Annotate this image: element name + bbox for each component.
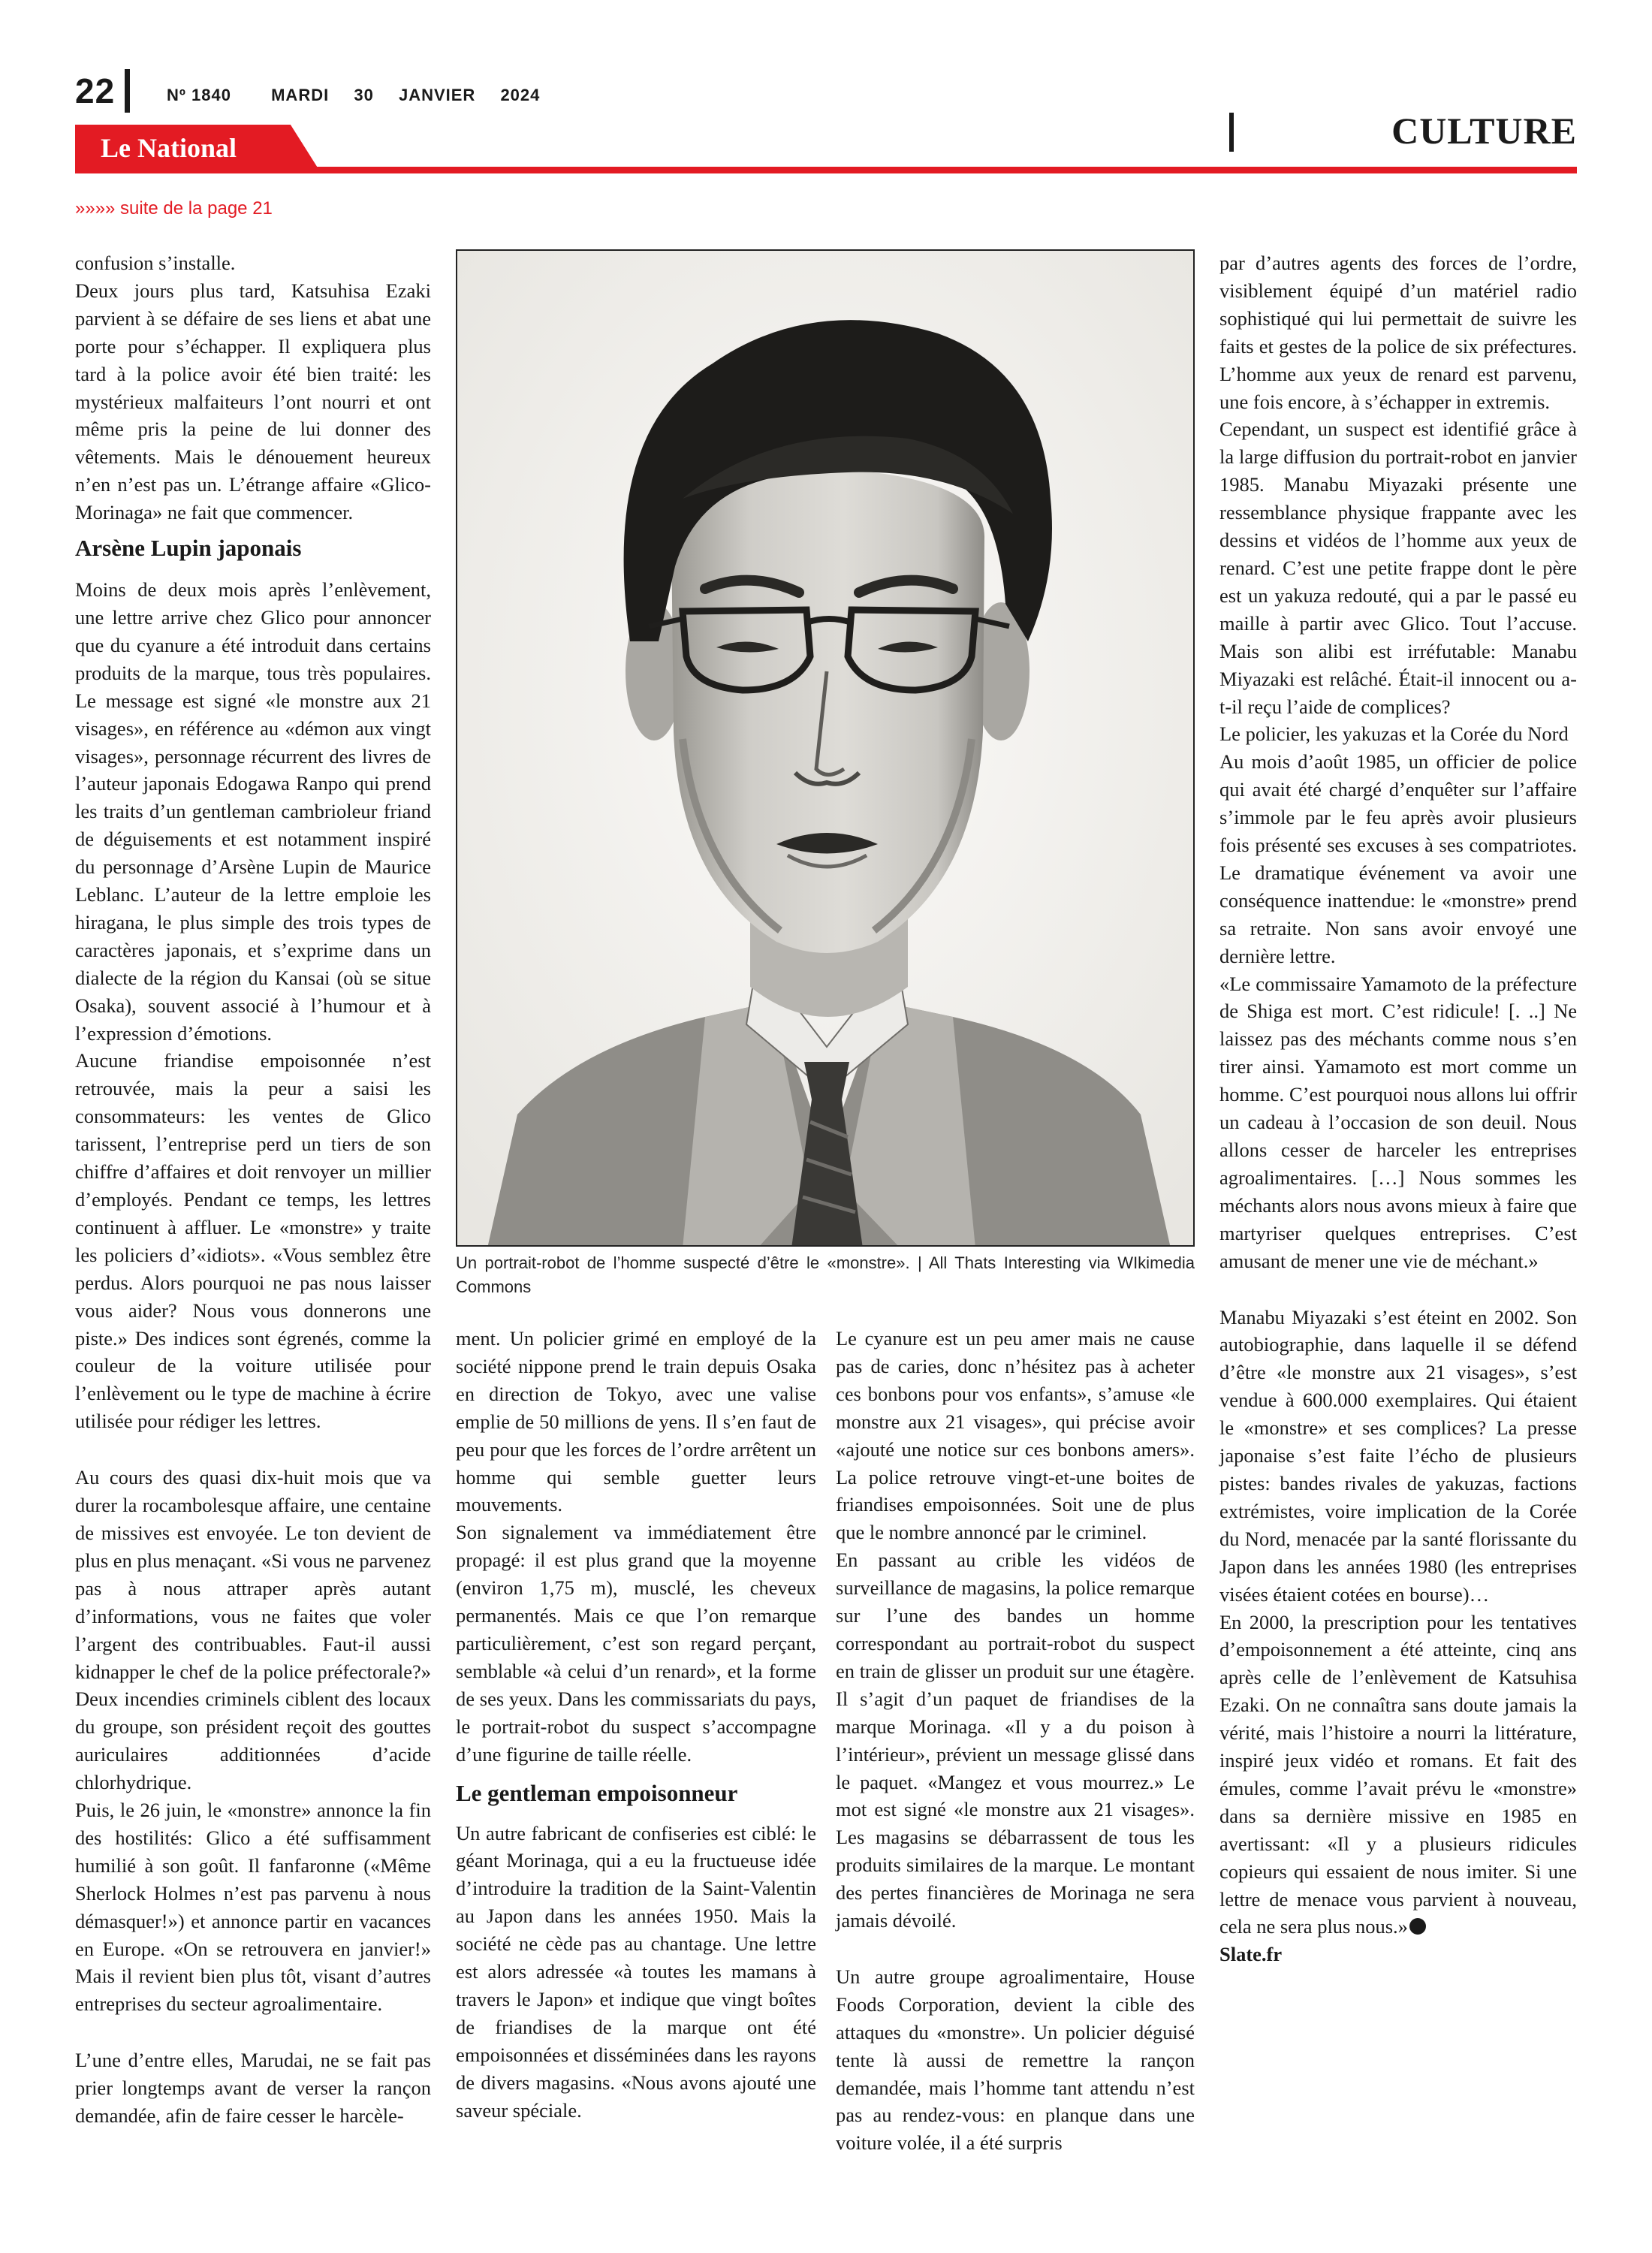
paragraph: Le cyanure est un peu amer mais ne cause pas de caries, donc n’hésitez pas à acheter ces bonbons pour vos enfants», s’amuse «le monstre aux 21 visages», qui précise avoir «ajouté une notice sur ces bonbons amers». La police retrouve vingt-et-une boites de friandises empoisonnées. Soit une de plus que le nombre annoncé par le criminel. (836, 1327, 1195, 1544)
paragraph: Puis, le 26 juin, le «monstre» annonce la fin des hostilités: Glico a été suffisamment humilié à son goût. Il fanfaronne («Même Sherlock Holmes n’est pas parvenu à nous démasquer!») et annonce partir en vacances en Europe. «On se retrouvera en janvier!» Mais il revient bien plus tôt, visant d’autres entreprises du secteur agroalimentaire. (75, 1799, 431, 2016)
paragraph: ment. Un policier grimé en employé de la société nippone prend le train depuis Osaka en direction de Tokyo, avec une valise emplie de 50 millions de yens. Il s’en faut de peu pour que les forces de l’ordre arrêtent un homme qui semble guetter leurs mouvements. (456, 1327, 816, 1516)
paragraph-text: En 2000, la prescription pour les tentatives d’empoisonnement a été atteinte, cinq ans après celle de l’enlèvement de Katsuhisa Ezaki. On ne connaîtra sans doute jamais la vérité, mais l’histoire a nourri la littérature, inspiré jeux vidéo et romans. Et fait des émules, comme l’avait prévu le «monstre» dans sa dernière missive en 1985 en avertissant: «Il y a plusieurs ridicules copieurs qui essaient de nous imiter. Si une lettre de menace vous parvient à nouveau, cela ne sera plus nous.» (1219, 1610, 1577, 1938)
article-column-2 (456, 1325, 816, 2124)
article-column-4 (1219, 249, 1577, 1968)
header-red-rule (75, 167, 1577, 173)
paragraph: Un autre fabricant de confiseries est ciblé: le géant Morinaga, qui a eu la fructueuse idée d’introduire la tradition de la Saint-Valentin au Japon dans les années 1950. Mais la société ne cède pas au chantage. Une lettre est alors adressée «à toutes les mamans à travers le Japon» et indique que vingt boîtes de friandises de la marque ont été empoisonnées et disséminées dans les rayons de divers magasins. «Nous avons ajouté une saveur spéciale. (456, 1821, 816, 2122)
paragraph: Un autre groupe agroalimentaire, House Foods Corporation, devient la cible des attaques du «monstre». Un policier déguisé tente là aussi de remettre la rançon demandée, mais l’homme tant attendu n’est pas au rendez-vous: en planque dans une voiture volée, il a été surpris (836, 1965, 1195, 2155)
image-caption: Un portrait-robot de l’homme suspecté d’être le «monstre». | All Thats Interesting via WIkimedia Commons (456, 1253, 1195, 1296)
issue-day: 30 (354, 86, 374, 104)
paragraph (1219, 1609, 1577, 1941)
issue-date-line (167, 86, 559, 105)
issue-weekday: MARDI (271, 86, 330, 104)
subheading: Le gentleman empoisonneur (456, 1779, 738, 1806)
paragraph: Le policier, les yakuzas et la Corée du Nord (1219, 722, 1569, 746)
paragraph: Moins de deux mois après l’enlèvement, une lettre arrive chez Glico pour annoncer que du cyanure a été introduit dans certains produits de la marque, tous très populaires. Le message est signé «le monstre aux 21 visages», en référence au «démon aux vingt visages», personnage récurrent des livres de l’auteur japonais Edogawa Ranpo qui prend les traits d’un gentleman cambrioleur friand de déguisements et est notamment inspiré du personnage d’Arsène Lupin de Maurice Leblanc. L’auteur de la lettre emploie les hiragana, le plus simple des trois types de caractères japonais, et s’exprime dans un dialecte de la région du Kansai (où se situe Osaka), souvent associé à l’humour et à l’expression d’émotions. (75, 578, 431, 1045)
subheading: Arsène Lupin japonais (75, 535, 302, 562)
suspect-portrait-image (456, 249, 1195, 1247)
paragraph: Cependant, un suspect est identifié grâce à la large diffusion du portrait-robot en janvier 1985. Manabu Miyazaki présente une ressemblance physique frappante avec les dessins et vidéos de l’homme aux yeux de renard. C’est une petite frappe dont le père est un yakuza redouté, qui a par le passé eu maille à partir avec Glico. Tout l’accuse. Mais son alibi est irréfutable: Manabu Miyazaki est relâché. Était-il innocent ou a-t-il reçu l’aide de complices? (1219, 418, 1577, 718)
paragraph: Deux jours plus tard, Katsuhisa Ezaki parvient à se défaire de ses liens et abat une porte pour s’échapper. Il expliquera plus tard à la police avoir été bien traité: les mystérieux malfaiteurs l’ont nourri et ont même pris la peine de lui donner des vêtements. Mais le dénouement heureux n’en n’est pas un. L’étrange affaire «Glico-Morinaga» ne fait que commencer. (75, 279, 431, 524)
paragraph: Au cours des quasi dix-huit mois que va durer la rocambolesque affaire, une centaine de missives est envoyée. Le ton devient de plus en plus menaçant. «Si vous ne parvenez pas à nous attraper après autant d’informations, vous ne faites que voler l’argent des contribuables. Faut-il aussi kidnapper le chef de la police préfectorale?» Deux incendies criminels ciblent des locaux du groupe, son président reçoit des gouttes auriculaires additionnées d’acide chlorhydrique. (75, 1466, 431, 1794)
paragraph: En passant au crible les vidéos de surveillance de magasins, la police remarque sur l’une des bandes un homme correspondant au portrait-robot du suspect en train de glisser un produit sur une étagère. Il s’agit d’un paquet de friandises de la marque Morinaga. «Il y a du poison à l’intérieur», prévient un message glissé dans le paquet. «Mangez et vous mourrez.» Le mot est signé «le monstre aux 21 visages». Les magasins se débarrassent de tous les produits similaires de la marque. Le montant des pertes financières de Morinaga ne sera jamais dévoilé. (836, 1549, 1195, 1932)
issue-year: 2024 (500, 86, 541, 104)
section-title: CULTURE (1391, 110, 1577, 152)
paragraph: Aucune friandise empoisonnée n’est retrouvée, mais la peur a saisi les consommateurs: les ventes de Glico tarissent, l’entreprise perd un tiers de son chiffre d’affaires et doit renvoyer un millier d’employés. Pendant ce temps, les lettres continuent à affluer. Le «monstre» y traite les policiers d’«idiots». «Vous semblez être perdus. Alors pourquoi ne pas nous laisser vous aider? Nous vous donnerons une piste.» Des indices sont égrenés, comme la couleur de la voiture utilisée pour l’enlèvement ou le type de machine à écrire utilisée pour rédiger les lettres. (75, 1049, 431, 1433)
article-column-1 (75, 249, 431, 2130)
issue-number: Nº 1840 (167, 86, 231, 104)
paragraph: par d’autres agents des forces de l’ordre, visiblement équipé d’un matériel radio sophistiqué qui lui permettait de suivre les faits et gestes de la police de six préfectures. L’homme aux yeux de renard est parvenu, une fois encore, à s’échapper in extremis. (1219, 252, 1577, 413)
paragraph: Au mois d’août 1985, un officier de police qui avait été chargé d’enquêter sur l’affaire s’immole par le feu après avoir plusieurs fois présenté ses excuses à ses compatriotes. Le dramatique événement va avoir une conséquence inattendue: le «monstre» prend sa retraite. Non sans avoir envoyé une dernière lettre. (1219, 750, 1577, 967)
newspaper-logo: Le National (101, 133, 237, 163)
article-column-3 (836, 1325, 1195, 2157)
paragraph: L’une d’entre elles, Marudai, ne se fait pas prier longtemps avant de verser la rançon demandée, afin de faire cesser le harcèle- (75, 2049, 431, 2128)
page-number: 22 (75, 71, 116, 110)
section-divider (1229, 113, 1234, 152)
paragraph: Manabu Miyazaki s’est éteint en 2002. Son autobiographie, dans laquelle il se défend d’être «le monstre aux 21 visages», s’est vendue à 600.000 exemplaires. Qui étaient le «monstre» et ses complices? La presse japonaise s’est faite l’écho de plusieurs pistes: bandes rivales de yakuzas, factions extrémistes, voire implication de la Corée du Nord, menacée par la santé florissante du Japon dans les années 1980 (les entreprises visées étaient cotées en bourse)… (1219, 1305, 1577, 1606)
paragraph: «Le commissaire Yamamoto de la préfecture de Shiga est mort. C’est ridicule! [. ..] Ne laissez pas des méchants comme nous s’en tirer ainsi. Yamamoto est mort comme un homme. C’est pourquoi nous allons lui offrir un cadeau à l’occasion de son deuil. Nous allons cesser de harceler les entreprises agroalimentaires. […] Nous sommes les méchants alors nous avons mieux à faire que martyriser quelques entreprises. C’est amusant de mener une vie de méchant.» (1219, 972, 1577, 1272)
paragraph: confusion s’installe. (75, 252, 236, 274)
portrait-sketch-icon (457, 251, 1195, 1247)
continued-from-label: »»»» suite de la page 21 (75, 198, 273, 219)
paragraph: Son signalement va immédiatement être propagé: il est plus grand que la moyenne (environ 1,75 m), musclé, les cheveux permanentés. Mais ce que l’on remarque particulièrement, c’est son regard perçant, semblable «à celui d’un renard», et la forme de ses yeux. Dans les commissariats du pays, le portrait-robot du suspect s’accompagne d’une figurine de taille réelle. (456, 1521, 816, 1766)
page-number-divider (125, 69, 130, 113)
end-mark-icon (1409, 1918, 1426, 1935)
issue-month: JANVIER (398, 86, 476, 104)
article-source: Slate.fr (1219, 1943, 1283, 1966)
